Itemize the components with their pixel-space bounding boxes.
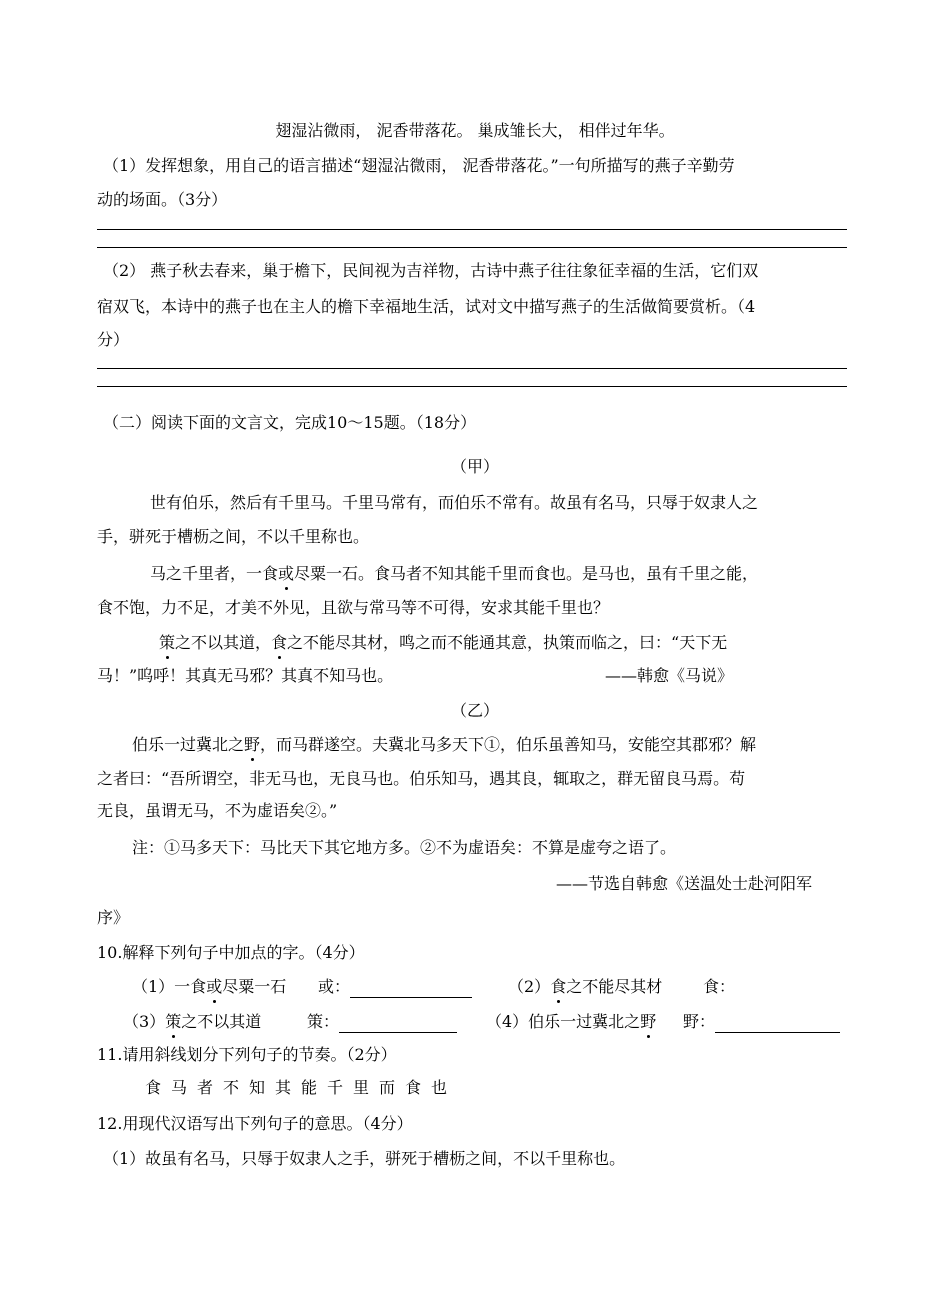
q10-item-1: （1）一食或尽粟一石	[132, 977, 287, 996]
dotted-char: 野	[244, 735, 261, 754]
jia-paragraph-3-line-1: 策之不以其道，食之不能尽其材，鸣之而不能通其意，执策而临之，曰：“天下无	[159, 633, 728, 652]
q10-item-4: （4）伯乐一过冀北之野	[486, 1012, 657, 1031]
rhythm-sentence: 食马者不知其能千里而食也	[145, 1078, 458, 1097]
answer-blank[interactable]	[350, 981, 472, 998]
question-10-title: 10.解释下列句子中加点的字。（4分）	[97, 943, 365, 962]
question-11-title: 11.请用斜线划分下列句子的节奏。（2分）	[97, 1045, 397, 1064]
dotted-char: 食	[271, 633, 288, 652]
yi-source-line-2: 序》	[97, 908, 130, 927]
q10-item-3-answer: 策：	[307, 1011, 457, 1033]
dotted-char: 或	[206, 977, 223, 996]
question-2-line-3: 分）	[97, 330, 130, 349]
answer-line	[97, 386, 847, 387]
q10-item-3: （3）策之不以其道	[123, 1012, 262, 1031]
question-12-title: 12.用现代汉语写出下列句子的意思。（4分）	[97, 1114, 413, 1133]
yi-paragraph-line-1: 伯乐一过冀北之野，而马群遂空。夫冀北马多天下①，伯乐虽善知马，安能空其郡邪？解	[132, 735, 757, 754]
answer-blank[interactable]	[339, 1016, 457, 1033]
q10-item-2-answer: 食：	[703, 977, 736, 996]
jia-paragraph-1-line-2: 手，骈死于槽枥之间，不以千里称也。	[97, 527, 370, 546]
dotted-char: 策	[165, 1012, 182, 1031]
question-2-line-1: （2） 燕子秋去春来，巢于檐下，民间视为吉祥物，古诗中燕子往往象征幸福的生活，它们双	[103, 261, 759, 280]
yi-note: 注：①马多天下：马比天下其它地方多。②不为虚语矣：不算是虚夸之语了。	[132, 838, 677, 857]
dotted-char: 策	[159, 633, 176, 652]
jia-paragraph-1-line-1: 世有伯乐，然后有千里马。千里马常有，而伯乐不常有。故虽有名马，只辱于奴隶人之	[150, 493, 759, 512]
question-1-line-2: 动的场面。（3分）	[97, 190, 228, 209]
answer-line	[97, 229, 847, 230]
answer-blank[interactable]	[715, 1016, 840, 1033]
section-2-title: （二）阅读下面的文言文，完成10～15题。（18分）	[103, 413, 477, 432]
dotted-char: 食	[550, 977, 567, 996]
dotted-char: 或	[278, 564, 295, 583]
q10-item-1-answer: 或：	[318, 976, 472, 998]
question-1-line-1: （1）发挥想象，用自己的语言描述“翅湿沾微雨， 泥香带落花。”一句所描写的燕子辛勤劳	[103, 156, 735, 175]
q12-item-1: （1）故虽有名马，只辱于奴隶人之手，骈死于槽枥之间，不以千里称也。	[103, 1149, 626, 1168]
yi-paragraph-line-3: 无良，虽谓无马，不为虚语矣②。”	[97, 801, 338, 820]
jia-paragraph-2-line-2: 食不饱，力不足，才美不外见，且欲与常马等不可得，安求其能千里也？	[97, 598, 610, 617]
poem-line: 翅湿沾微雨， 泥香带落花。 巢成雏长大， 相伴过年华。	[275, 121, 675, 140]
jia-paragraph-3-line-2: 马！”呜呼！其真无马邪？其真不知马也。	[97, 666, 394, 685]
jia-source: ——韩愈《马说》	[605, 666, 734, 685]
jia-paragraph-2-line-1: 马之千里者，一食或尽粟一石。食马者不知其能千里而食也。是马也，虽有千里之能，	[150, 564, 759, 583]
answer-line	[97, 368, 847, 369]
passage-yi-label: （乙）	[450, 701, 499, 720]
dotted-char: 野	[640, 1012, 657, 1031]
passage-jia-label: （甲）	[450, 457, 499, 476]
q10-item-2: （2）食之不能尽其材	[508, 977, 663, 996]
answer-line	[97, 247, 847, 248]
question-2-line-2: 宿双飞，本诗中的燕子也在主人的檐下幸福地生活，试对文中描写燕子的生活做简要赏析。（4	[97, 297, 756, 316]
yi-source-line-1: ——节选自韩愈《送温处士赴河阳军	[556, 874, 813, 893]
yi-paragraph-line-2: 之者曰：“吾所谓空，非无马也，无良马也。伯乐知马，遇其良，辄取之，群无留良马焉。苟	[97, 769, 746, 788]
q10-item-4-answer: 野：	[683, 1011, 840, 1033]
